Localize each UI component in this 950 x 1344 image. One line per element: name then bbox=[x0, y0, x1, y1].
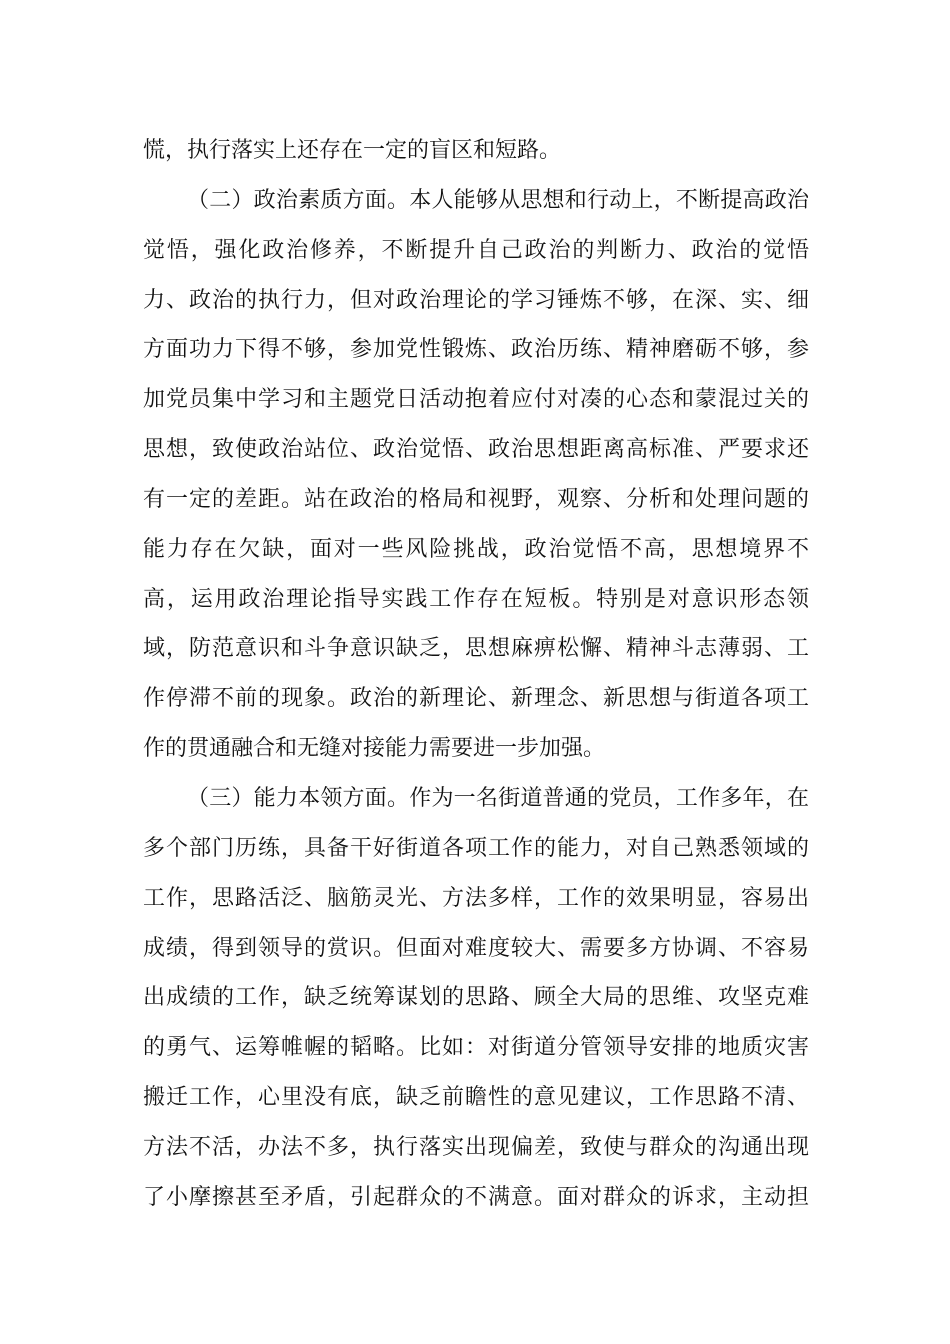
text-line: 力、政治的执行力，但对政治理论的学习锤炼不够，在深、实、细 bbox=[143, 287, 809, 313]
text-line: 方法不活，办法不多，执行落实出现偏差，致使与群众的沟通出现 bbox=[143, 1134, 809, 1160]
paragraph-heading-line: （二）政治素质方面。本人能够从思想和行动上，不断提高政治 bbox=[187, 187, 809, 213]
paragraph-heading-line: （三）能力本领方面。作为一名街道普通的党员，工作多年，在 bbox=[187, 785, 809, 811]
text-line: 成绩，得到领导的赏识。但面对难度较大、需要多方协调、不容易 bbox=[143, 935, 809, 961]
text-line: 能力存在欠缺，面对一些风险挑战，政治觉悟不高，思想境界不 bbox=[143, 536, 809, 562]
text-line: 思想，致使政治站位、政治觉悟、政治思想距离高标准、严要求还 bbox=[143, 437, 809, 463]
text-line: 慌，执行落实上还存在一定的盲区和短路。 bbox=[143, 138, 562, 163]
text-line: 加党员集中学习和主题党日活动抱着应付对凑的心态和蒙混过关的 bbox=[143, 387, 809, 413]
text-line: 多个部门历练，具备干好街道各项工作的能力，对自己熟悉领域的 bbox=[143, 835, 809, 861]
text-line: 高，运用政治理论指导实践工作存在短板。特别是对意识形态领 bbox=[143, 586, 809, 612]
text-line: 作停滞不前的现象。政治的新理论、新理念、新思想与街道各项工 bbox=[143, 686, 809, 712]
text-line: 的勇气、运筹帷幄的韬略。比如：对街道分管领导安排的地质灾害 bbox=[143, 1035, 809, 1061]
text-line: 出成绩的工作，缺乏统筹谋划的思路、顾全大局的思维、攻坚克难 bbox=[143, 985, 809, 1011]
text-line: 方面功力下得不够，参加党性锻炼、政治历练、精神磨砺不够，参 bbox=[143, 337, 809, 363]
text-line: 有一定的差距。站在政治的格局和视野，观察、分析和处理问题的 bbox=[143, 486, 809, 512]
text-line: 搬迁工作，心里没有底，缺乏前瞻性的意见建议，工作思路不清、 bbox=[143, 1085, 809, 1111]
text-line: 域，防范意识和斗争意识缺乏，思想麻痹松懈、精神斗志薄弱、工 bbox=[143, 636, 809, 662]
body-text bbox=[143, 126, 809, 1223]
text-line: 觉悟，强化政治修养，不断提升自己政治的判断力、政治的觉悟 bbox=[143, 237, 809, 263]
text-line: 作的贯通融合和无缝对接能力需要进一步加强。 bbox=[143, 736, 606, 762]
text-line: 了小摩擦甚至矛盾，引起群众的不满意。面对群众的诉求，主动担 bbox=[143, 1184, 809, 1210]
text-line: 工作，思路活泛、脑筋灵光、方法多样，工作的效果明显，容易出 bbox=[143, 885, 809, 911]
